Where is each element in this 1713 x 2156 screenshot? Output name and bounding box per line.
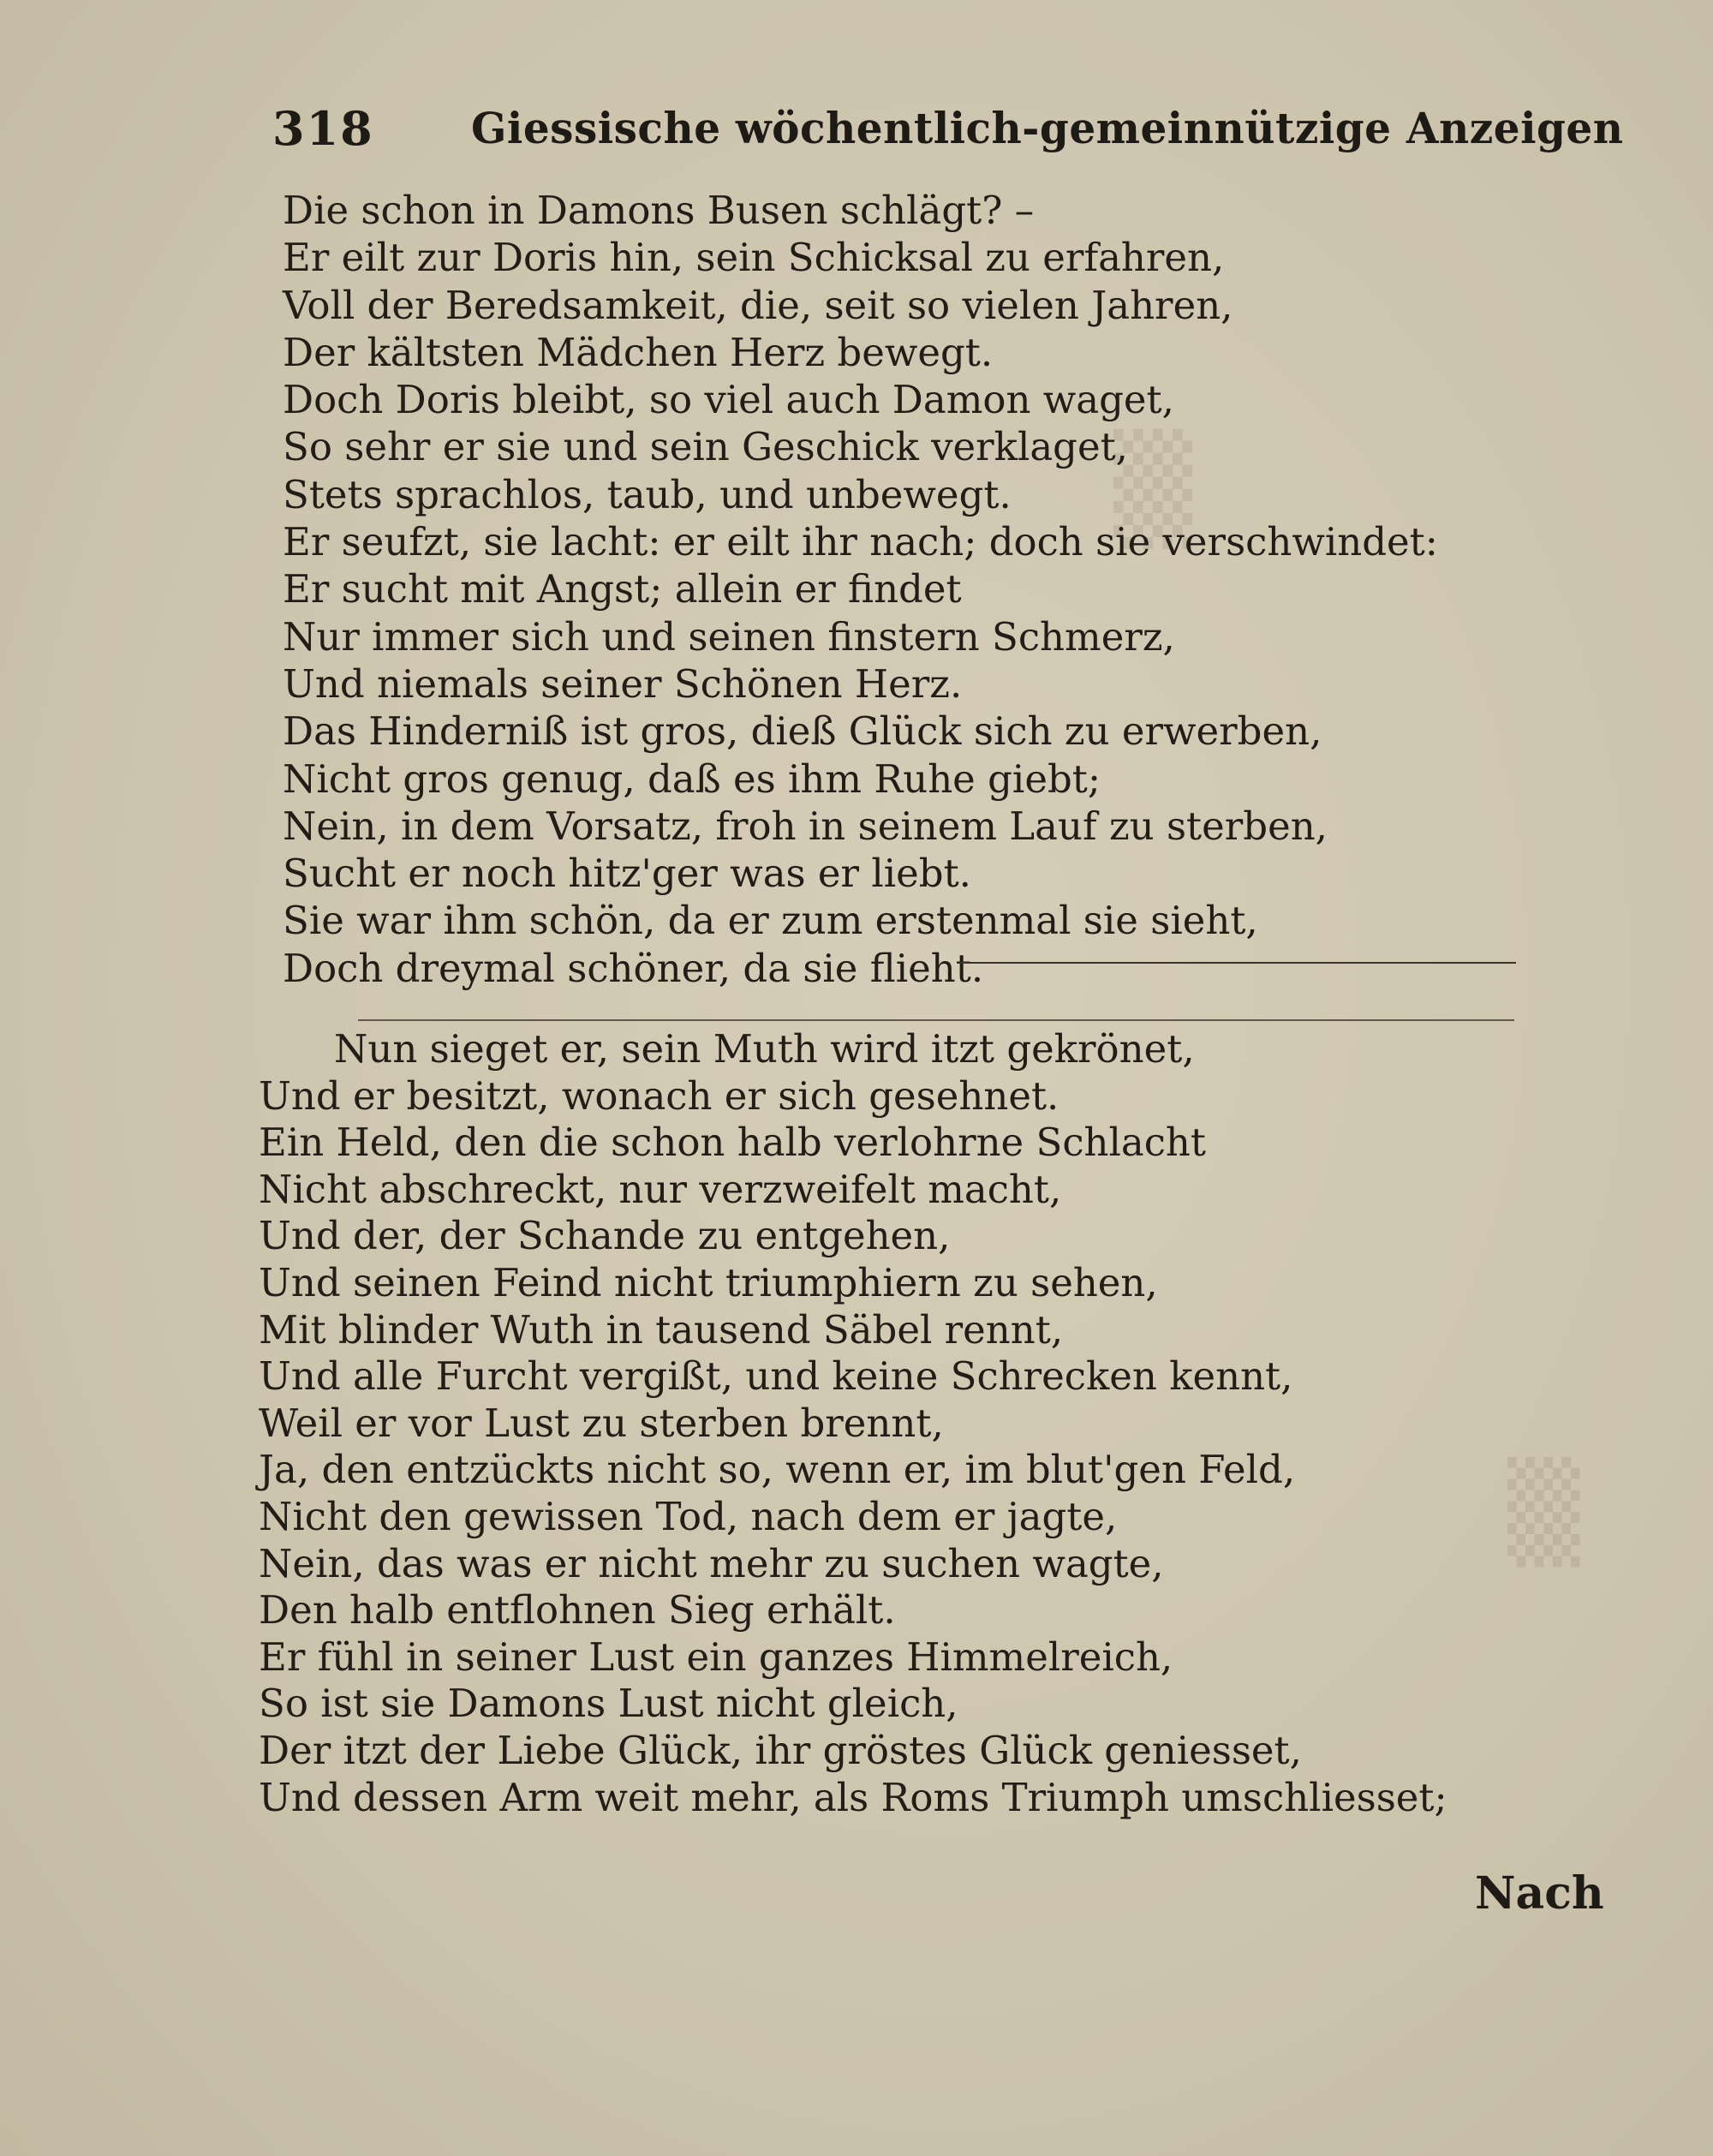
show-through-decoration: ▒ xyxy=(1113,428,1193,549)
running-title: Giessische wöchentlich-gemeinnützige Anzeigen xyxy=(471,103,1624,153)
verse-line: Nicht den gewissen Tod, nach dem er jagte, xyxy=(259,1493,1118,1539)
verse-line: Sucht er noch hitz'ger was er liebt. xyxy=(283,851,971,897)
verse-line: Und dessen Arm weit mehr, als Roms Triumph umschliesset; xyxy=(259,1774,1447,1820)
verse-line: Mit blinder Wuth in tausend Säbel rennt, xyxy=(259,1306,1064,1353)
page-number: 318 xyxy=(272,101,374,156)
verse-line: Und niemals seiner Schönen Herz. xyxy=(283,660,963,707)
verse-line: Doch dreymal schöner, da sie flieht. xyxy=(283,945,984,991)
verse-line: Nicht abschreckt, nur verzweifelt macht, xyxy=(259,1166,1062,1212)
verse-line: Die schon in Damons Busen schlägt? – xyxy=(283,188,1035,233)
verse-line: Der itzt der Liebe Glück, ihr gröstes Glück geniesset, xyxy=(259,1727,1302,1773)
verse-line: Der kältsten Mädchen Herz bewegt. xyxy=(283,329,994,375)
poem-stanza-2 xyxy=(259,1026,1447,1821)
verse-line: So sehr er sie und sein Geschick verklaget, xyxy=(283,424,1128,470)
verse-line: Nur immer sich und seinen finstern Schmerz, xyxy=(283,613,1175,660)
verse-line: Und der, der Schande zu entgehen, xyxy=(259,1213,951,1259)
verse-line: Und er besitzt, wonach er sich gesehnet. xyxy=(259,1072,1059,1119)
verse-line: Er fühl in seiner Lust ein ganzes Himmelreich, xyxy=(259,1633,1173,1680)
verse-line: Er eilt zur Doris hin, sein Schicksal zu erfahren, xyxy=(283,235,1225,281)
verse-line: Er seufzt, sie lacht: er eilt ihr nach; doch sie verschwindet: xyxy=(283,519,1438,565)
verse-line: Weil er vor Lust zu sterben brennt, xyxy=(259,1400,944,1446)
verse-line: Das Hinderniß ist gros, dieß Glück sich zu erwerben, xyxy=(283,708,1322,755)
poem-stanza-1 xyxy=(283,187,1438,992)
separator-rule xyxy=(358,1019,1514,1021)
verse-line: Voll der Beredsamkeit, die, seit so vielen Jahren, xyxy=(283,282,1233,328)
verse-line: Und alle Furcht vergißt, und keine Schrecken kennt, xyxy=(259,1353,1293,1400)
verse-line: Sie war ihm schön, da er zum erstenmal sie sieht, xyxy=(283,898,1258,944)
verse-line: Nein, das was er nicht mehr zu suchen wagte, xyxy=(259,1540,1164,1586)
verse-line: Stets sprachlos, taub, und unbewegt. xyxy=(283,471,1012,517)
verse-line: Er sucht mit Angst; allein er findet xyxy=(283,566,962,612)
verse-line: Und seinen Feind nicht triumphiern zu sehen, xyxy=(259,1259,1158,1305)
show-through-decoration: ▒ xyxy=(1507,1456,1580,1567)
verse-line: Nicht gros genug, daß es ihm Ruhe giebt; xyxy=(283,755,1101,802)
verse-line: Ein Held, den die schon halb verlohrne Schlacht xyxy=(259,1120,1206,1166)
verse-line: Nun sieget er, sein Muth wird itzt gekrönet, xyxy=(334,1026,1195,1072)
verse-line: So ist sie Damons Lust nicht gleich, xyxy=(259,1681,958,1727)
verse-line: Den halb entflohnen Sieg erhält. xyxy=(259,1587,896,1633)
verse-line: Doch Doris bleibt, so viel auch Damon waget, xyxy=(283,377,1174,423)
catchword: Nach xyxy=(1475,1867,1604,1920)
page-header xyxy=(272,96,1624,164)
verse-line: Ja, den entzückts nicht so, wenn er, im blut'gen Feld, xyxy=(259,1447,1296,1493)
verse-line: Nein, in dem Vorsatz, froh in seinem Lauf zu sterben, xyxy=(283,803,1328,849)
separator-rule xyxy=(959,962,1516,964)
